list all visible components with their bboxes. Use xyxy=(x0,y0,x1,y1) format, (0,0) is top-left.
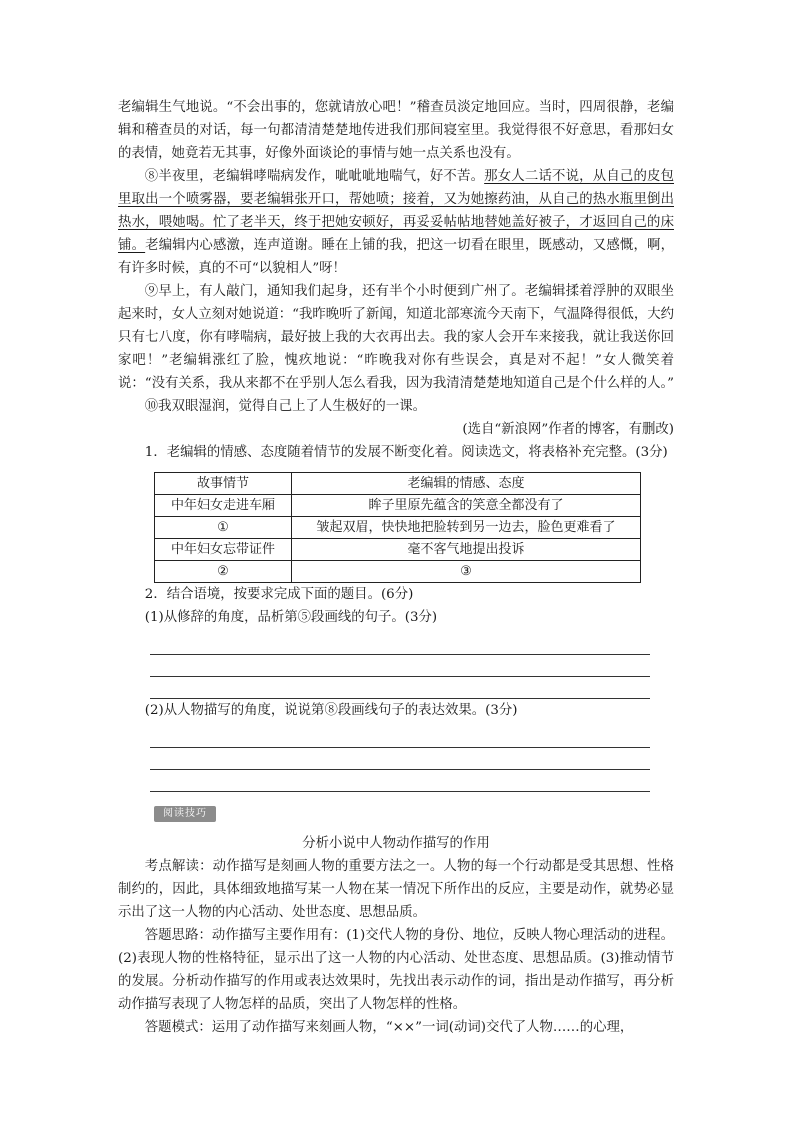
tip-paragraph: 答题模式：运用了动作描写来刻画人物，“××”一词(动词)交代了人物……的心理， xyxy=(144,1020,634,1035)
table-cell: ③ xyxy=(292,561,641,583)
passage-paragraph-8 xyxy=(118,165,674,280)
section-title: 分析小说中人物动作描写的作用 xyxy=(302,836,490,851)
table-cell: 毫不客气地提出投诉 xyxy=(292,539,641,561)
table-cell: 皱起双眉，快快地把脸转到另一边去，脸色更难看了 xyxy=(292,517,641,539)
paragraph-8-tail: 老编辑内心感激，连声道谢。睡在上铺的我，把这一切看在眼里，既感动，又感慨，啊，有许多时候，真的不可“以貌相人”呀！ xyxy=(118,238,675,276)
table-cell: ① xyxy=(155,517,292,539)
table-row xyxy=(155,495,641,517)
paragraph-8-lead: ⑧半夜里，老编辑哮喘病发作，呲呲呲地喘气，好不苦。 xyxy=(144,169,485,184)
answer-lines-2[interactable] xyxy=(150,726,650,792)
question-2-2: (2)从人物描写的角度，说说第⑧段画线句子的表达效果。(3分) xyxy=(144,703,518,718)
table-header-row xyxy=(155,473,641,495)
underlined-sentence: 那女人二话不说，从自己的皮包里取出一个喷雾器，要老编辑张开口，帮她喷；接着，又为她擦药油，从自己的热水瓶里倒出热水，喂她喝。忙了老半天，终于把她安顿好，再妥妥帖帖地替她盖好被子，才返回自己的床铺。 xyxy=(118,169,675,253)
tip-paragraph: 考点解读：动作描写是刻画人物的重要方法之一。人物的每一个行动都是受其思想、性格制约的，因此，具体细致地描写某一人物在某一情况下所作出的反应，主要是动作，就势必显示出了这一人物的内心活动、处世态度、思想品质。 xyxy=(118,859,674,920)
table-header: 故事情节 xyxy=(155,473,292,495)
passage-paragraph: 老编辑生气地说。“不会出事的，您就请放心吧！”稽查员淡定地回应。当时，四周很静，老编辑和稽查员的对话，每一句都清清楚楚地传进我们那间寝室里。我觉得很不好意思，看那妇女的表情，她竟若无其事，好像外面谈论的事情与她一点关系也没有。 xyxy=(118,100,674,161)
table-cell: 中年妇女走进车厢 xyxy=(155,495,292,517)
answer-line[interactable] xyxy=(150,726,650,748)
passage-paragraph-9: ⑨早上，有人敲门，通知我们起身，还有半个小时便到广州了。老编辑揉着浮肿的双眼坐起来时，女人立刻对她说道：“我昨晚听了新闻，知道北部寒流今天南下，气温降得很低，大约只有七八度，你有哮喘病，最好披上我的大衣再出去。我的家人会开车来接我，就让我送你回家吧！”老编辑涨红了脸，愧疚地说：“昨晚我对你有些误会，真是对不起！”女人微笑着说：“没有关系，我从来都不在乎别人怎么看我，因为我清清楚楚地知道自己是个什么样的人。” xyxy=(118,284,675,391)
table-header: 老编辑的情感、态度 xyxy=(292,473,641,495)
table-cell: ② xyxy=(155,561,292,583)
answer-table xyxy=(154,472,641,583)
question-2: 2．结合语境，按要求完成下面的题目。(6分) xyxy=(144,587,414,602)
answer-line[interactable] xyxy=(150,770,650,792)
answer-line[interactable] xyxy=(150,748,650,770)
passage-paragraph-10: ⑩我双眼湿润，觉得自己上了人生极好的一课。 xyxy=(144,399,426,414)
table-row xyxy=(155,517,641,539)
page-body xyxy=(118,96,674,1039)
question-2-1: (1)从修辞的角度，品析第⑤段画线的句子。(3分) xyxy=(144,610,438,625)
table-row xyxy=(155,561,641,583)
question-1: 1．老编辑的情感、态度随着情节的发展不断变化着。阅读选文，将表格补充完整。(3分) xyxy=(144,445,668,460)
table-row xyxy=(155,539,641,561)
reading-tips-tag: 阅读技巧 xyxy=(154,806,216,822)
answer-lines-1[interactable] xyxy=(150,633,650,699)
table-cell: 中年妇女忘带证件 xyxy=(155,539,292,561)
source-note: (选自“新浪网”作者的博客，有删改) xyxy=(462,422,674,437)
table-cell: 眸子里原先蕴含的笑意全都没有了 xyxy=(292,495,641,517)
tip-paragraph: 答题思路：动作描写主要作用有：(1)交代人物的身份、地位，反映人物心理活动的进程。(2)表现人物的性格特征，显示出了这一人物的内心活动、处世态度、思想品质。(3)推动情节的发展。分析动作描写的作用或表达效果时，先找出表示动作的词，指出是动作描写，再分析动作描写表现了人物怎样的品质，突出了人物怎样的性格。 xyxy=(118,928,674,1012)
answer-line[interactable] xyxy=(150,655,650,677)
answer-line[interactable] xyxy=(150,677,650,699)
answer-line[interactable] xyxy=(150,633,650,655)
